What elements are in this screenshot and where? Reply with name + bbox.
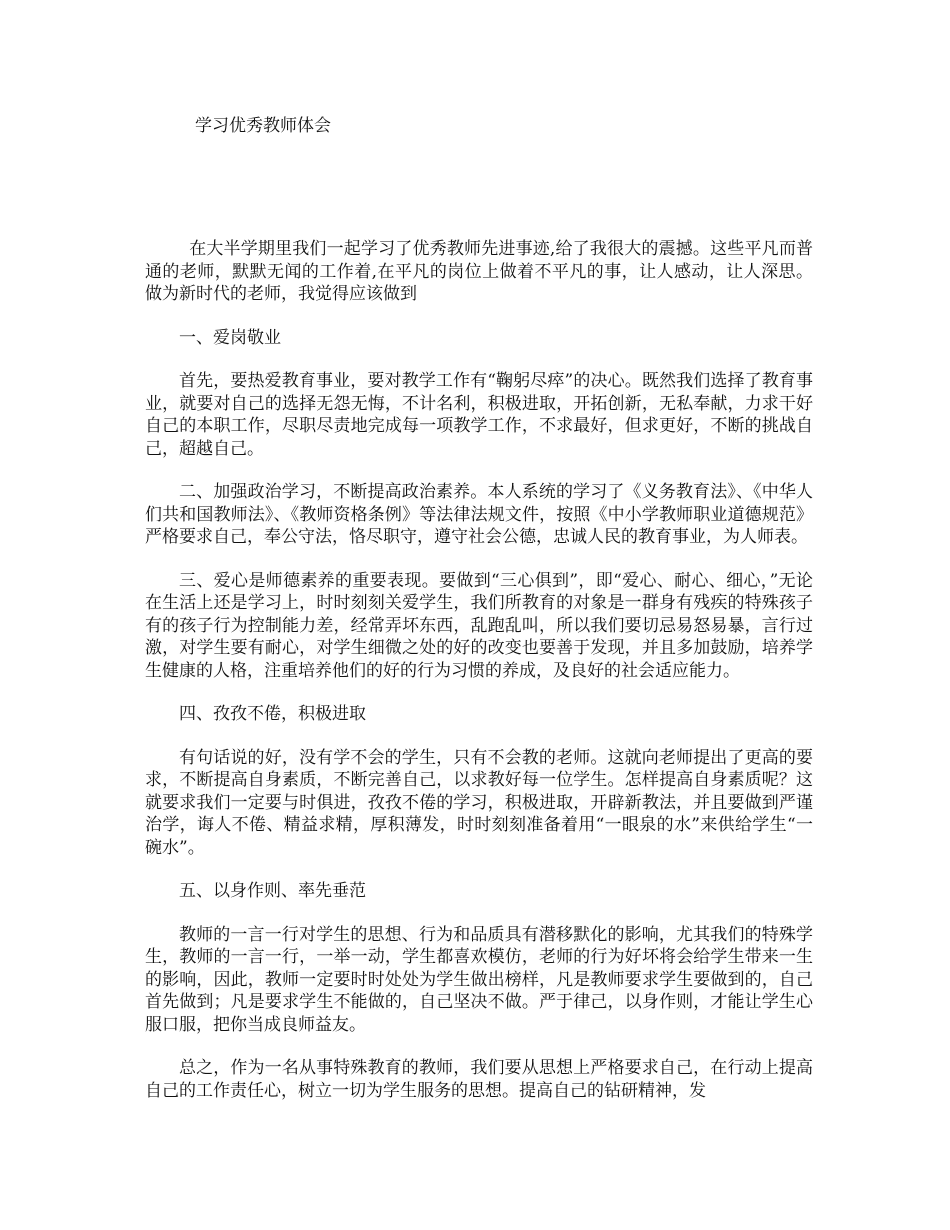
paragraph-conclusion: 总之，作为一名从事特殊教育的教师，我们要从思想上严格要求自己，在行动上提高自己的工作责任心，树立一切为学生服务的思想。提高自己的钻研精神，发: [145, 1058, 813, 1101]
paragraph-5: 教师的一言一行对学生的思想、行为和品质具有潜移默化的影响，尤其我们的特殊学生，教师的一言一行，一举一动，学生都喜欢模仿，老师的行为好坏将会给学生带来一生的影响，因此，教师一定要时时处处为学生做出榜样，凡是教师要求学生要做到的，自己首先做到；凡是要求学生不能做的，自己坚决不做。严于律己，以身作则，才能让学生心服口服，把你当成良师益友。: [145, 924, 813, 1035]
section-heading-1: 一、爱岗敬业: [179, 327, 281, 348]
paragraph-2: 二、加强政治学习，不断提高政治素养。本人系统的学习了《义务教育法》、《中华人们共和国教师法》、《教师资格条例》等法律法规文件，按照《中小学教师职业道德规范》严格要求自己，奉公守法，恪尽职守，遵守社会公德，忠诚人民的教育事业，为人师表。: [145, 482, 813, 547]
paragraph-1: 首先，要热爱教育事业，要对教学工作有“鞠躬尽瘁”的决心。既然我们选择了教育事业，就要对自己的选择无怨无悔，不计名利，积极进取，开拓创新，无私奉献，力求干好自己的本职工作，尽职尽责地完成每一项教学工作，不求最好，但求更好，不断的挑战自己，超越自己。: [145, 371, 813, 459]
paragraph-intro: 在大半学期里我们一起学习了优秀教师先进事迹,给了我很大的震撼。这些平凡而普通的老师，默默无闻的工作着,在平凡的岗位上做着不平凡的事，让人感动，让人深思。做为新时代的老师，我觉得应该做到: [145, 239, 813, 304]
paragraph-3: 三、爱心是师德素养的重要表现。要做到“三心俱到”，即“爱心、耐心、细心，”无论在生活上还是学习上，时时刻刻关爱学生，我们所教育的对象是一群身有残疾的特殊孩子有的孩子行为控制能力差，经常弄坏东西，乱跑乱叫，所以我们要切忌易怒易暴，言行过激，对学生要有耐心，对学生细微之处的好的改变也要善于发现，并且多加鼓励，培养学生健康的人格，注重培养他们的好的行为习惯的养成，及良好的社会适应能力。: [145, 570, 813, 681]
section-heading-4: 四、孜孜不倦，积极进取: [179, 704, 366, 724]
paragraph-4: 有句话说的好，没有学不会的学生，只有不会教的老师。这就向老师提出了更高的要求，不断提高自身素质，不断完善自己，以求教好每一位学生。怎样提高自身素质呢？这就要求我们一定要与时俱进，孜孜不倦的学习，积极进取，开辟新教法，并且要做到严谨治学，诲人不倦、精益求精，厚积薄发，时时刻刻准备着用“一眼泉的水”来供给学生“一碗水”。: [145, 747, 813, 858]
section-heading-5: 五、以身作则、率先垂范: [179, 881, 366, 901]
document-title: 学习优秀教师体会: [195, 116, 331, 136]
document-body: [145, 238, 813, 1123]
